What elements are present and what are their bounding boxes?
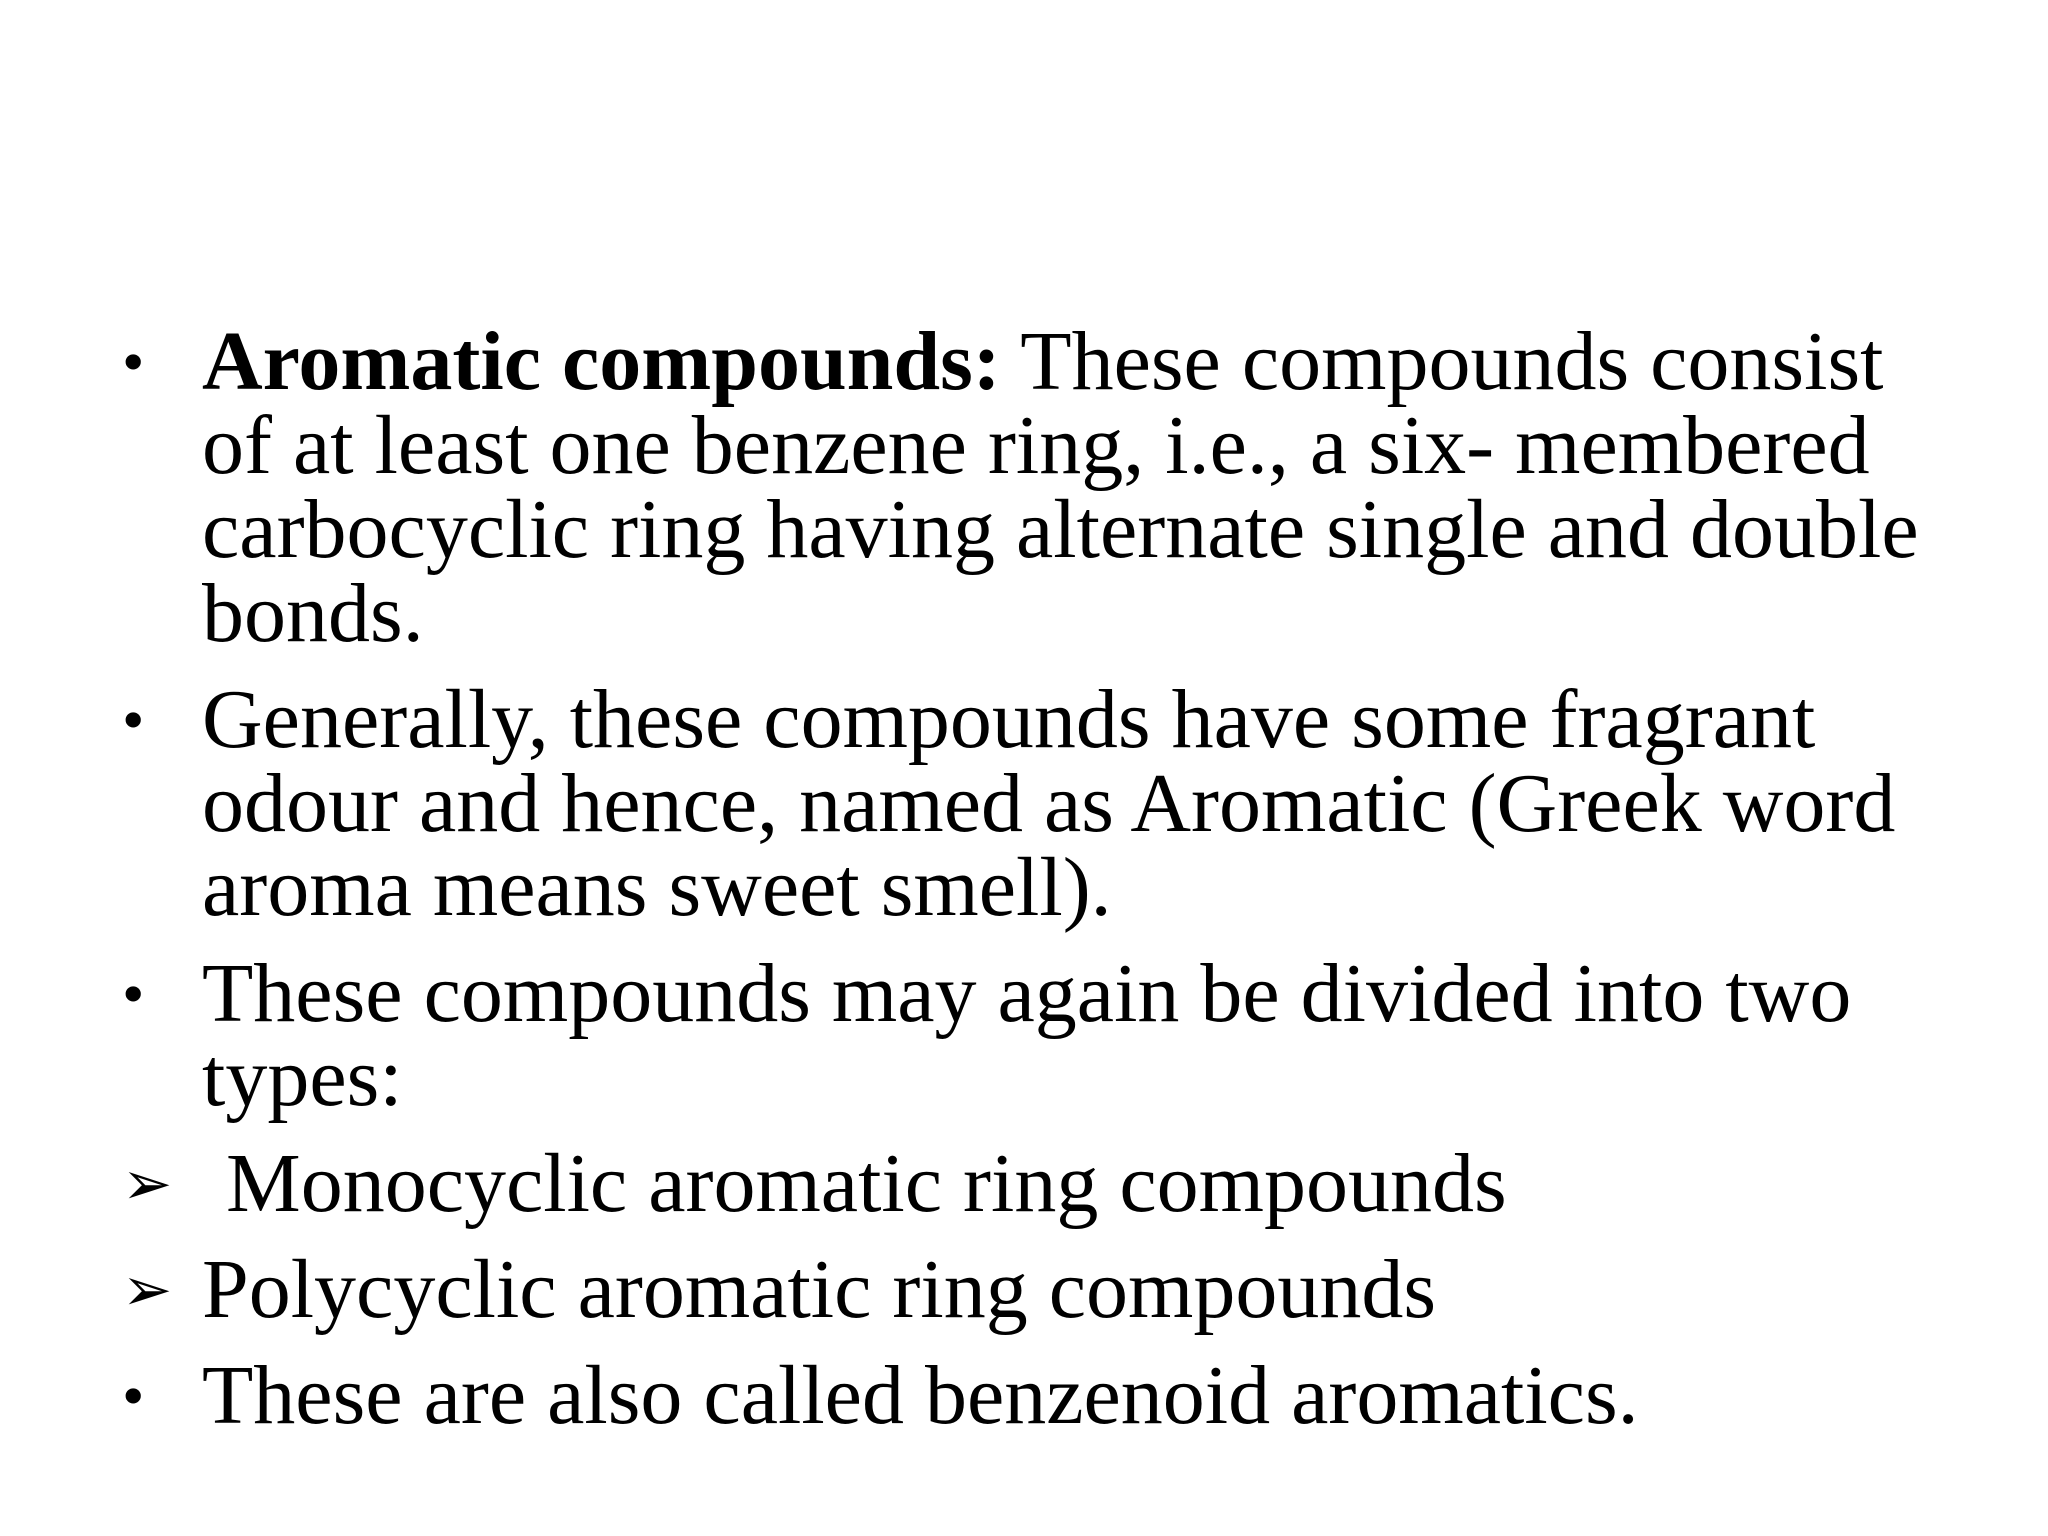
bullet-text: Monocyclic aromatic ring compounds: [226, 1137, 1507, 1230]
definition-text: These compounds consist of at least one benzene ring, i.e., a six- membered carbocyclic ring having alternate single and double bonds.: [202, 315, 1919, 660]
arrow-bullet-icon: ➢: [122, 1255, 173, 1325]
bullet-item-two-types: [118, 947, 1958, 1124]
bullet-list: [118, 315, 1958, 1460]
bullet-text: These compounds may again be divided into two types:: [202, 947, 1852, 1124]
term-aromatic-compounds: Aromatic compounds:: [202, 315, 1001, 408]
bullet-icon: •: [122, 326, 145, 397]
bullet-item-aromatic-compounds: [118, 315, 1958, 660]
bullet-text: Generally, these compounds have some fragrant odour and hence, named as Aromatic (Greek word aroma means sweet smell).: [202, 673, 1896, 934]
bullet-item-benzenoid: [118, 1349, 1958, 1442]
sub-item-polycyclic: [118, 1243, 1958, 1336]
bullet-icon: •: [122, 684, 145, 755]
bullet-text: These are also called benzenoid aromatics.: [202, 1349, 1639, 1442]
arrow-bullet-icon: ➢: [122, 1149, 173, 1219]
bullet-text: Polycyclic aromatic ring compounds: [202, 1243, 1437, 1336]
bullet-icon: •: [122, 958, 145, 1029]
bullet-icon: •: [122, 1360, 145, 1431]
sub-item-monocyclic: [118, 1137, 1958, 1230]
bullet-item-fragrant-odour: [118, 673, 1958, 934]
